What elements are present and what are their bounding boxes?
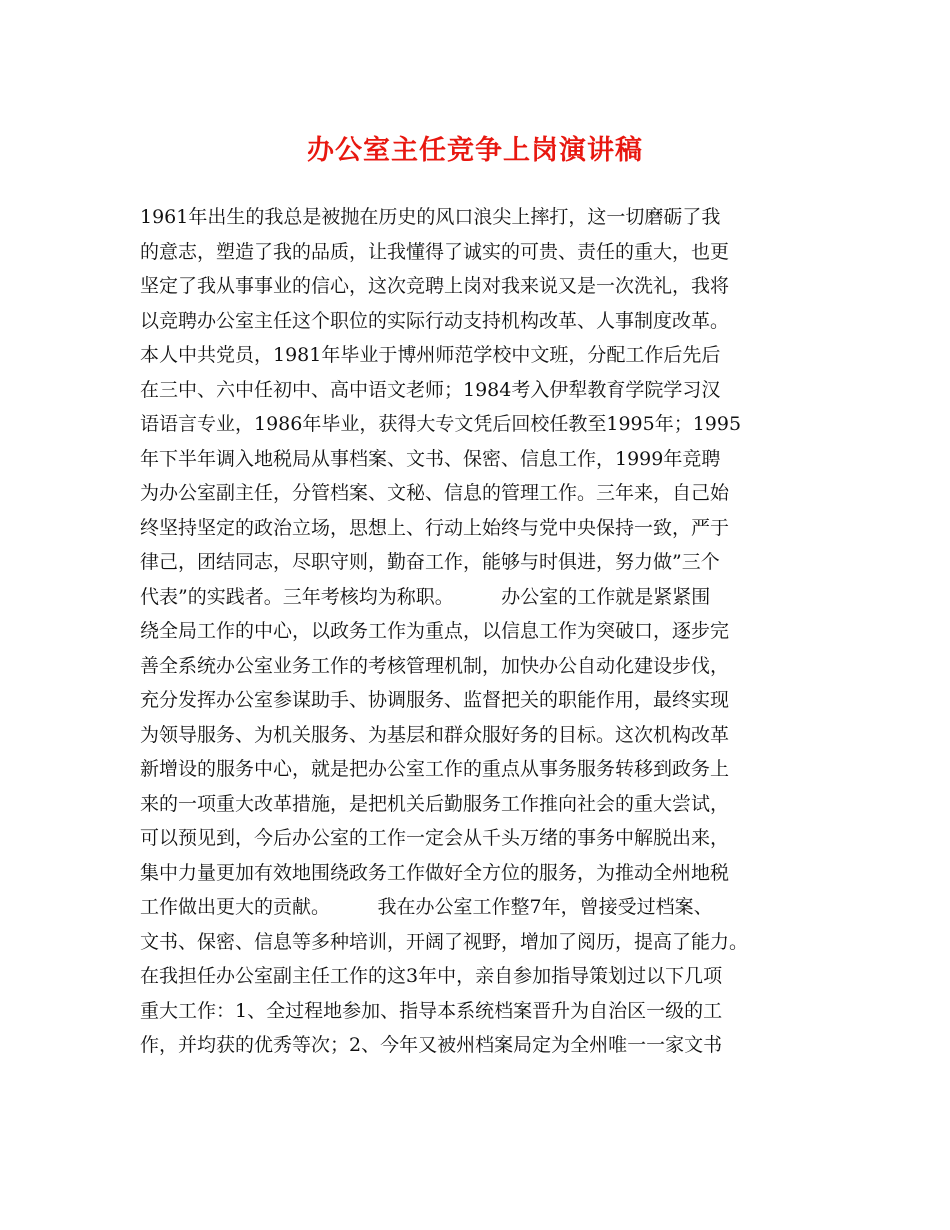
body-line: 以竞聘办公室主任这个职位的实际行动支持机构改革、人事制度改革。 xyxy=(140,309,730,332)
document-title: 办公室主任竞争上岗演讲稿 xyxy=(307,135,643,166)
body-line: 工作做出更大的贡献。 我在办公室工作整7年，曾接受过档案、 xyxy=(140,896,713,918)
body-line: 在三中、六中任初中、高中语文老师；1984考入伊犁教育学院学习汉 xyxy=(140,378,721,401)
body-line: 坚定了我从事事业的信心，这次竞聘上岗对我来说又是一次洗礼，我将 xyxy=(140,275,730,297)
body-line: 为领导服务、为机关服务、为基层和群众服好务的目标。这次机构改革 xyxy=(140,723,730,746)
body-line: 可以预见到，今后办公室的工作一定会从千头万绪的事务中解脱出来， xyxy=(140,827,730,849)
body-line: 年下半年调入地税局从事档案、文书、保密、信息工作，1999年竞聘 xyxy=(140,447,721,470)
document-body xyxy=(140,200,840,1063)
body-line: 代表”的实践者。三年考核均为称职。 办公室的工作就是紧紧围 xyxy=(140,585,711,608)
body-line: 语语言专业，1986年毕业，获得大专文凭后回校任教至1995年；1995 xyxy=(140,413,742,435)
body-line: 重大工作：1、全过程地参加、指导本系统档案晋升为自治区一级的工 xyxy=(140,999,723,1022)
body-line: 集中力量更加有效地围绕政务工作做好全方位的服务，为推动全州地税 xyxy=(140,861,730,884)
body-line: 在我担任办公室副主任工作的这3年中，亲自参加指导策划过以下几项 xyxy=(140,965,723,987)
body-line: 来的一项重大改革措施，是把机关后勤服务工作推向社会的重大尝试， xyxy=(140,792,730,815)
body-line: 的意志，塑造了我的品质，让我懂得了诚实的可贵、责任的重大，也更 xyxy=(140,240,730,263)
body-line: 终坚持坚定的政治立场，思想上、行动上始终与党中央保持一致，严于 xyxy=(140,516,730,539)
body-line: 作，并均获的优秀等次；2、今年又被州档案局定为全州唯一一家文书 xyxy=(140,1034,723,1056)
body-line: 1961年出生的我总是被抛在历史的风口浪尖上摔打，这一切磨砺了我 xyxy=(140,206,721,228)
body-line: 充分发挥办公室参谋助手、协调服务、监督把关的职能作用，最终实现 xyxy=(140,689,730,711)
body-line: 绕全局工作的中心，以政务工作为重点，以信息工作为突破口，逐步完 xyxy=(140,620,730,642)
body-line: 新增设的服务中心，就是把办公室工作的重点从事务服务转移到政务上 xyxy=(140,758,730,780)
body-line: 本人中共党员，1981年毕业于博州师范学校中文班，分配工作后先后 xyxy=(140,344,721,366)
body-line: 为办公室副主任，分管档案、文秘、信息的管理工作。三年来，自己始 xyxy=(140,482,730,504)
body-line: 律己，团结同志，尽职守则，勤奋工作，能够与时俱进，努力做”三个 xyxy=(140,551,720,573)
body-line: 文书、保密、信息等多种培训，开阔了视野，增加了阅历，提高了能力。 xyxy=(140,930,749,953)
body-line: 善全系统办公室业务工作的考核管理机制，加快办公自动化建设步伐， xyxy=(140,654,730,677)
